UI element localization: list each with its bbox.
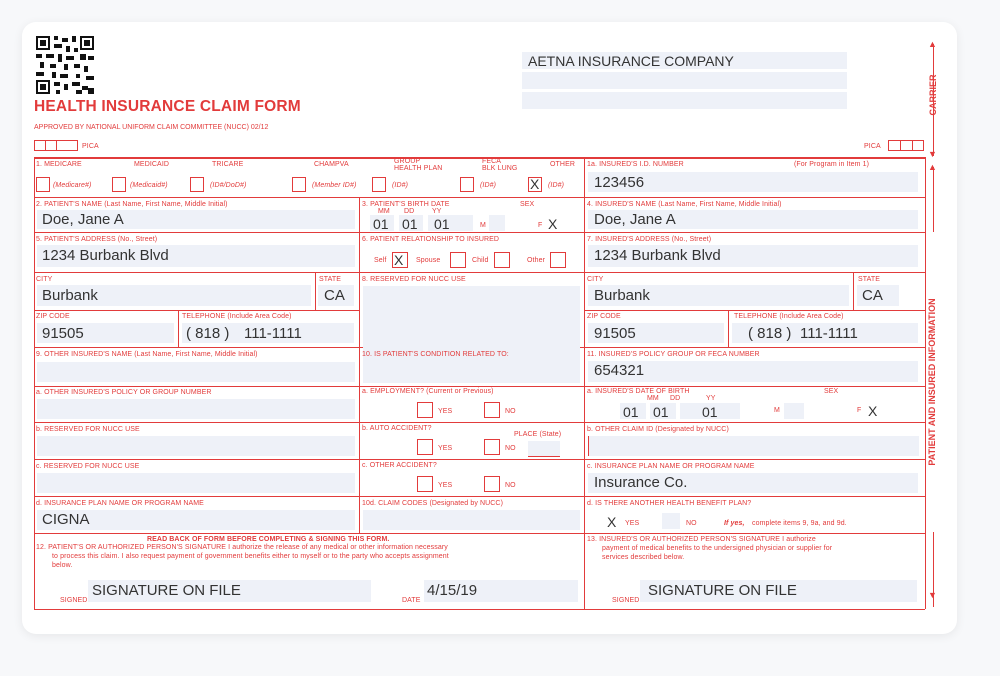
insured-sex-m-field[interactable]: [784, 403, 804, 419]
box1a-label: 1a. INSURED'S I.D. NUMBER: [587, 161, 684, 168]
box9-label: 9. OTHER INSURED'S NAME (Last Name, First Name, Middle Initial): [36, 351, 258, 358]
patient-address-value: 1234 Burbank Blvd: [42, 247, 169, 264]
other-insured-policy-field[interactable]: [37, 399, 355, 419]
other-sub: (ID#): [548, 182, 565, 189]
rel-self-check-mark: X: [394, 252, 404, 268]
patient-tel-label: TELEPHONE (Include Area Code): [182, 313, 292, 320]
rel-spouse-label: Spouse: [416, 257, 441, 264]
birth-dd-value: 01: [402, 216, 418, 232]
box8-label: 8. RESERVED FOR NUCC USE: [362, 276, 466, 283]
other-acc-yes-label: YES: [438, 482, 453, 489]
insured-zip-label: ZIP CODE: [587, 313, 621, 320]
box12-line3: below.: [52, 562, 73, 569]
patient-zip-label: ZIP CODE: [36, 313, 70, 320]
insured-zip-value: 91505: [594, 325, 636, 342]
auto-yes-label: YES: [438, 445, 453, 452]
patient-state-label: STATE: [319, 276, 342, 283]
employment-yes-checkbox[interactable]: [417, 402, 433, 418]
insured-phone-value: 111-1111: [800, 325, 858, 342]
box11c-label: c. INSURANCE PLAN NAME OR PROGRAM NAME: [587, 463, 755, 470]
box11a-label: a. INSURED'S DATE OF BIRTH: [587, 388, 690, 395]
approved-note: APPROVED BY NATIONAL UNIFORM CLAIM COMMITTEE (NUCC) 02/12: [34, 124, 269, 131]
feca-checkbox[interactable]: [460, 177, 474, 192]
pica-label-left: PICA: [82, 143, 99, 150]
pica-label-right: PICA: [864, 143, 881, 150]
rel-other-checkbox[interactable]: [550, 252, 566, 268]
feca-sub: (ID#): [480, 182, 497, 189]
champva-sub: (Member ID#): [312, 182, 357, 189]
another-plan-yes-label: YES: [625, 520, 640, 527]
medicaid-sub: (Medicaid#): [130, 182, 168, 189]
other-acc-no-checkbox[interactable]: [484, 476, 500, 492]
box7-label: 7. INSURED'S ADDRESS (No., Street): [587, 236, 712, 243]
employment-yes-label: YES: [438, 408, 453, 415]
auto-no-label: NO: [505, 445, 516, 452]
patient-city-label: CITY: [36, 276, 53, 283]
other-acc-no-label: NO: [505, 482, 516, 489]
box12-line2: to process this claim. I also request payment of government benefits either to myself or to the party who accepts assignment: [52, 553, 449, 560]
qr-code-icon: [36, 36, 94, 94]
box11a-mm: MM: [647, 395, 659, 402]
box6-label: 6. PATIENT RELATIONSHIP TO INSURED: [362, 236, 500, 243]
insured-city-label: CITY: [587, 276, 604, 283]
side-label-carrier: CARRIER: [928, 74, 938, 116]
box12-label: 12. PATIENT'S OR AUTHORIZED PERSON'S SIGNATURE I authorize the release of any medical or other information necessary: [36, 544, 448, 551]
box9b-label: b. RESERVED FOR NUCC USE: [36, 426, 140, 433]
patient-phone-value: 111-1111: [244, 325, 302, 342]
signature-date-value: 4/15/19: [427, 582, 478, 599]
other-insured-name-field[interactable]: [37, 362, 355, 382]
tricare-sub: (ID#/DoD#): [210, 182, 247, 189]
rel-other-label: Other: [527, 257, 546, 264]
medicare-sub: (Medicare#): [53, 182, 92, 189]
box1-label-tricare: TRICARE: [212, 161, 244, 168]
box1-label-group: GROUP HEALTH PLAN: [394, 158, 443, 172]
carrier-name: AETNA INSURANCE COMPANY: [528, 53, 734, 69]
pica-box-left[interactable]: [34, 140, 78, 151]
insurance-plan-value: Insurance Co.: [594, 474, 688, 491]
insured-state-value: CA: [862, 287, 883, 304]
box4-label: 4. INSURED'S NAME (Last Name, First Name, Middle Initial): [587, 201, 782, 208]
box12-signed-label: SIGNED: [60, 597, 88, 604]
box9c-field[interactable]: [37, 473, 355, 493]
rel-child-label: Child: [472, 257, 489, 264]
claim-codes-field[interactable]: [363, 510, 580, 530]
patient-state-value: CA: [324, 287, 345, 304]
rel-spouse-checkbox[interactable]: [450, 252, 466, 268]
medicare-checkbox[interactable]: [36, 177, 50, 192]
box10a-label: a. EMPLOYMENT? (Current or Previous): [362, 388, 494, 395]
auto-place-field[interactable]: [528, 441, 560, 457]
box11b-label: b. OTHER CLAIM ID (Designated by NUCC): [587, 426, 729, 433]
box1-label-medicaid: MEDICAID: [134, 161, 170, 168]
box9b-field[interactable]: [37, 436, 355, 456]
pica-box-right[interactable]: [888, 140, 924, 151]
tricare-checkbox[interactable]: [190, 177, 204, 192]
box2-label: 2. PATIENT'S NAME (Last Name, First Name, Middle Initial): [36, 201, 228, 208]
group-checkbox[interactable]: [372, 177, 386, 192]
patient-city-value: Burbank: [42, 287, 98, 304]
box3-mm: MM: [378, 208, 390, 215]
sex-m-checkbox[interactable]: [489, 215, 505, 231]
box9c-label: c. RESERVED FOR NUCC USE: [36, 463, 140, 470]
side-label-patient: PATIENT AND INSURED INFORMATION: [927, 232, 937, 532]
box12-date-label: DATE: [402, 597, 421, 604]
employment-no-label: NO: [505, 408, 516, 415]
box9d-value: CIGNA: [42, 511, 90, 528]
form-title: HEALTH INSURANCE CLAIM FORM: [34, 98, 301, 115]
place-state-label: PLACE (State): [514, 431, 562, 438]
box11a-dd: DD: [670, 395, 681, 402]
insured-area-code: ( 818 ): [748, 325, 792, 342]
box10d-label: 10d. CLAIM CODES (Designated by NUCC): [362, 500, 504, 507]
other-acc-yes-checkbox[interactable]: [417, 476, 433, 492]
box1-label-feca: FECA BLK LUNG: [482, 158, 518, 172]
other-claim-id-field[interactable]: [588, 436, 919, 456]
box11a-yy: YY: [706, 395, 716, 402]
insured-state-label: STATE: [858, 276, 881, 283]
sex-f-check-mark[interactable]: X: [548, 216, 558, 232]
box1a-note: (For Program in Item 1): [794, 161, 870, 168]
box11a-f-label: F: [857, 407, 862, 414]
insured-policy-value: 654321: [594, 362, 645, 379]
insured-name-value: Doe, Jane A: [594, 211, 676, 228]
read-back-note: READ BACK OF FORM BEFORE COMPLETING & SIGNING THIS FORM.: [147, 536, 390, 543]
box13-label: 13. INSURED'S OR AUTHORIZED PERSON'S SIGNATURE I authorize: [587, 536, 816, 543]
other-check-mark: X: [530, 176, 540, 192]
box3-label: 3. PATIENT'S BIRTH DATE: [362, 201, 450, 208]
box9d-label: d. INSURANCE PLAN NAME OR PROGRAM NAME: [36, 500, 204, 507]
box10b-label: b. AUTO ACCIDENT?: [362, 425, 432, 432]
box10-field: [363, 362, 580, 382]
box1-label-other: OTHER: [550, 161, 575, 168]
box11-label: 11. INSURED'S POLICY GROUP OR FECA NUMBER: [587, 351, 760, 358]
insured-id-value: 123456: [594, 174, 645, 191]
insured-tel-label: TELEPHONE (Include Area Code): [734, 313, 844, 320]
insured-address-value: 1234 Burbank Blvd: [594, 247, 721, 264]
insured-signature-value: SIGNATURE ON FILE: [648, 582, 797, 599]
box3-f-label: F: [538, 222, 543, 229]
another-plan-note: complete items 9, 9a, and 9d.: [752, 520, 847, 527]
another-plan-no-field[interactable]: [662, 513, 680, 529]
box10c-label: c. OTHER ACCIDENT?: [362, 462, 437, 469]
box9a-label: a. OTHER INSURED'S POLICY OR GROUP NUMBER: [36, 389, 212, 396]
medicaid-checkbox[interactable]: [112, 177, 126, 192]
box13-signed-label: SIGNED: [612, 597, 640, 604]
champva-checkbox[interactable]: [292, 177, 306, 192]
insured-birth-mm-value: 01: [623, 404, 639, 420]
another-plan-note-bold: If yes,: [724, 520, 745, 527]
auto-yes-checkbox[interactable]: [417, 439, 433, 455]
employment-no-checkbox[interactable]: [484, 402, 500, 418]
birth-yy-value: 01: [434, 216, 450, 232]
group-sub: (ID#): [392, 182, 409, 189]
insured-birth-dd-value: 01: [653, 404, 669, 420]
carrier-address: [522, 52, 847, 110]
box11d-label: d. IS THERE ANOTHER HEALTH BENEFIT PLAN?: [587, 500, 752, 507]
patient-area-code: ( 818 ): [186, 325, 230, 342]
another-plan-no-label: NO: [686, 520, 697, 527]
box3-sex: SEX: [520, 201, 535, 208]
box11a-m-label: M: [774, 407, 780, 414]
birth-mm-value: 01: [373, 216, 389, 232]
rel-child-checkbox[interactable]: [494, 252, 510, 268]
box11a-sex: SEX: [824, 388, 839, 395]
box13-line2: payment of medical benefits to the undersigned physician or supplier for: [602, 545, 833, 552]
auto-no-checkbox[interactable]: [484, 439, 500, 455]
insured-city-value: Burbank: [594, 287, 650, 304]
box3-yy: YY: [432, 208, 442, 215]
box3-dd: DD: [404, 208, 415, 215]
box1-label-champva: CHAMPVA: [314, 161, 349, 168]
insured-birth-yy-value: 01: [702, 404, 718, 420]
rel-self-label: Self: [374, 257, 387, 264]
box13-line3: services described below.: [602, 554, 685, 561]
another-plan-yes-check-mark[interactable]: X: [607, 514, 617, 530]
box10-label: 10. IS PATIENT'S CONDITION RELATED TO:: [362, 351, 509, 358]
insured-sex-f-check-mark[interactable]: X: [868, 403, 878, 419]
box1-label-medicare: 1. MEDICARE: [36, 161, 82, 168]
box3-m-label: M: [480, 222, 486, 229]
patient-name-value: Doe, Jane A: [42, 211, 124, 228]
patient-zip-value: 91505: [42, 325, 84, 342]
patient-signature-value: SIGNATURE ON FILE: [92, 582, 241, 599]
box5-label: 5. PATIENT'S ADDRESS (No., Street): [36, 236, 158, 243]
claim-form-card: HEALTH INSURANCE CLAIM FORM APPROVED BY NATIONAL UNIFORM CLAIM COMMITTEE (NUCC) 02/12 AETNA INSURANCE COMPANY PICA PICA ▲ ▼ CARRIER ▲ ▼ PATIENT AND INSURED INFORMATION 1. MEDICARE MEDICAID TRICARE CHAMPVA GROUP HEALTH PLAN FECA BLK LUNG OTHER (Medicare#) (Medicaid#) (ID#/DoD#) (Member ID#) (ID#) (ID#) X (ID#) 1a. INSURED'S I.D. NUMBER (For Program in Item 1) 123456 2. PATIENT'S NAME (Last Name, First Name, Middle Initial) Doe, Jane A 3. PATIENT'S BIRTH DATE SEX MM DD YY 01 01 01 M F X 4. INSURED'S NAME (Last Name, First Name, Middle Initial) Doe, Jane A 5. PATIENT'S ADDRESS (No., Street) 1234 Burbank Blvd CITY Burbank STATE CA ZIP CODE 91505 TELEPHONE (Include Area Code) ( 818 ) 111-1111 6. PATIENT RELATIONSHIP TO INSURED Self X Spouse Child Other 7. INSURED'S ADDRESS (No., Street) 1234 Burbank Blvd CITY Burbank STATE CA ZIP CODE 91505 TELEPHONE (Include Area Code) ( 818 ) 111-1111 8. RESERVED FOR NUCC USE 9. OTHER INSURED'S NAME (Last Name, First Name, Middle Initial) a. OTHER INSURED'S POLICY OR GROUP NUMBER b. RESERVED FOR NUCC USE c. RESERVED FOR NUCC USE d. INSURANCE PLAN NAME OR PROGRAM NAME CIGNA 10. IS PATIENT'S CONDITION RELATED TO: a. EMPLOYMENT? (Current or Previous) YES NO b. AUTO ACCIDENT? PLACE (State) YES NO c. OTHER ACCIDENT? YES NO 10d. CLAIM CODES (Designated by NUCC) 11. INSURED'S POLICY GROUP OR FECA NUMBER 654321 a. INSURED'S DATE OF BIRTH SEX MM DD YY 01 01 01 M F X b. OTHER CLAIM ID (Designated by NUCC) c. INSURANCE PLAN NAME OR PROGRAM NAME Insurance Co. d. IS THERE ANOTHER HEALTH BENEFIT PLAN? X YES NO If yes, complete items 9, 9a, and 9d. READ BACK OF FORM BEFORE COMPLETING & SIGNING THIS FORM. 12. PATIENT'S OR AUTHORIZED PERSON'S SIGNATURE I authorize the release of any medical or other information necessary to process this claim. I also request payment of government benefits either to myself or to the party who accepts assignment below. SIGNED SIGNATURE ON FILE DATE 4/15/19 13. INSURED'S OR AUTHORIZED PERSON'S SIGNATURE I authorize payment of medical benefits to the undersigned physician or supplier for services described below. SIGNED SIGNATURE ON FILE: [22, 22, 957, 634]
